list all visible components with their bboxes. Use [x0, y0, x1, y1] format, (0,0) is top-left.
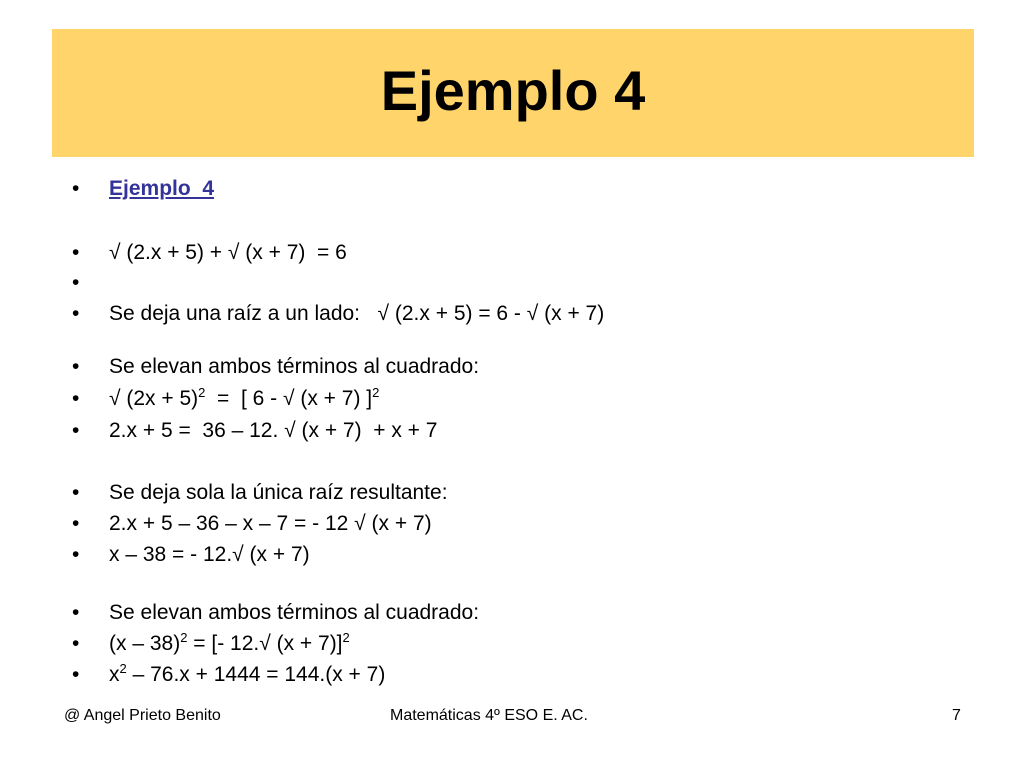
text-segment: √ (2.x + 5) + √ (x + 7) = 6: [109, 241, 347, 264]
bullet-item: [72, 241, 347, 265]
bullet-item: [72, 663, 385, 687]
bullet-text: [109, 632, 350, 656]
bullet-dot: •: [72, 387, 80, 410]
bullet-item: [72, 512, 432, 536]
bullet-dot: •: [72, 481, 80, 504]
bullet-text: [109, 512, 432, 536]
superscript-exponent: 2: [342, 630, 350, 645]
bullet-item: [72, 632, 350, 656]
superscript-exponent: 2: [180, 630, 188, 645]
bullet-text: [109, 355, 479, 379]
bullet-text: [109, 177, 214, 201]
text-segment: √ (2x + 5): [109, 387, 199, 410]
bullet-dot: •: [72, 302, 80, 325]
bullet-dot: •: [72, 177, 80, 200]
bullet-item: [72, 481, 448, 505]
bullet-dot: •: [72, 512, 80, 535]
bullet-item: [72, 177, 214, 201]
bullet-text: [109, 419, 437, 443]
text-segment: = [ 6 - √ (x + 7) ]: [205, 387, 373, 410]
example-link[interactable]: Ejemplo 4: [109, 177, 215, 200]
bullet-text: [109, 481, 448, 505]
bullet-item: [72, 387, 379, 411]
bullet-text: [109, 387, 379, 411]
text-segment: 2.x + 5 – 36 – x – 7 = - 12 √ (x + 7): [109, 512, 432, 535]
footer-page-number: 7: [952, 707, 961, 724]
footer-course: Matemáticas 4º ESO E. AC.: [390, 707, 588, 724]
bullet-dot: •: [72, 601, 80, 624]
footer-author: @ Angel Prieto Benito: [64, 707, 221, 724]
bullet-text: [109, 601, 479, 625]
text-segment: Se deja sola la única raíz resultante:: [109, 481, 448, 504]
bullet-dot: •: [72, 355, 80, 378]
text-segment: Se deja una raíz a un lado: √ (2.x + 5) = 6 - √ (x + 7): [109, 302, 605, 325]
text-segment: x – 38 = - 12.√ (x + 7): [109, 543, 310, 566]
bullet-item: [72, 271, 109, 295]
text-segment: Se elevan ambos términos al cuadrado:: [109, 601, 480, 624]
superscript-exponent: 2: [119, 661, 127, 676]
bullet-text: [109, 543, 310, 567]
bullet-dot: •: [72, 632, 80, 655]
text-segment: – 76.x + 1444 = 144.(x + 7): [126, 663, 386, 686]
bullet-dot: •: [72, 419, 80, 442]
bullet-list: [72, 0, 972, 700]
bullet-text: [109, 302, 604, 326]
superscript-exponent: 2: [372, 385, 380, 400]
text-segment: Se elevan ambos términos al cuadrado:: [109, 355, 480, 378]
bullet-item: [72, 355, 479, 379]
bullet-item: [72, 543, 310, 567]
superscript-exponent: 2: [198, 385, 206, 400]
bullet-text: [109, 663, 385, 687]
bullet-dot: •: [72, 543, 80, 566]
bullet-item: [72, 601, 479, 625]
bullet-item: [72, 302, 604, 326]
text-segment: x: [109, 663, 120, 686]
bullet-text: [109, 241, 347, 265]
bullet-dot: •: [72, 663, 80, 686]
text-segment: (x – 38): [109, 632, 181, 655]
bullet-item: [72, 419, 437, 443]
text-segment: = [- 12.√ (x + 7)]: [187, 632, 343, 655]
slide-title: Ejemplo 4: [380, 59, 646, 122]
text-segment: 2.x + 5 = 36 – 12. √ (x + 7) + x + 7: [109, 419, 438, 442]
bullet-dot: •: [72, 271, 80, 294]
bullet-dot: •: [72, 241, 80, 264]
